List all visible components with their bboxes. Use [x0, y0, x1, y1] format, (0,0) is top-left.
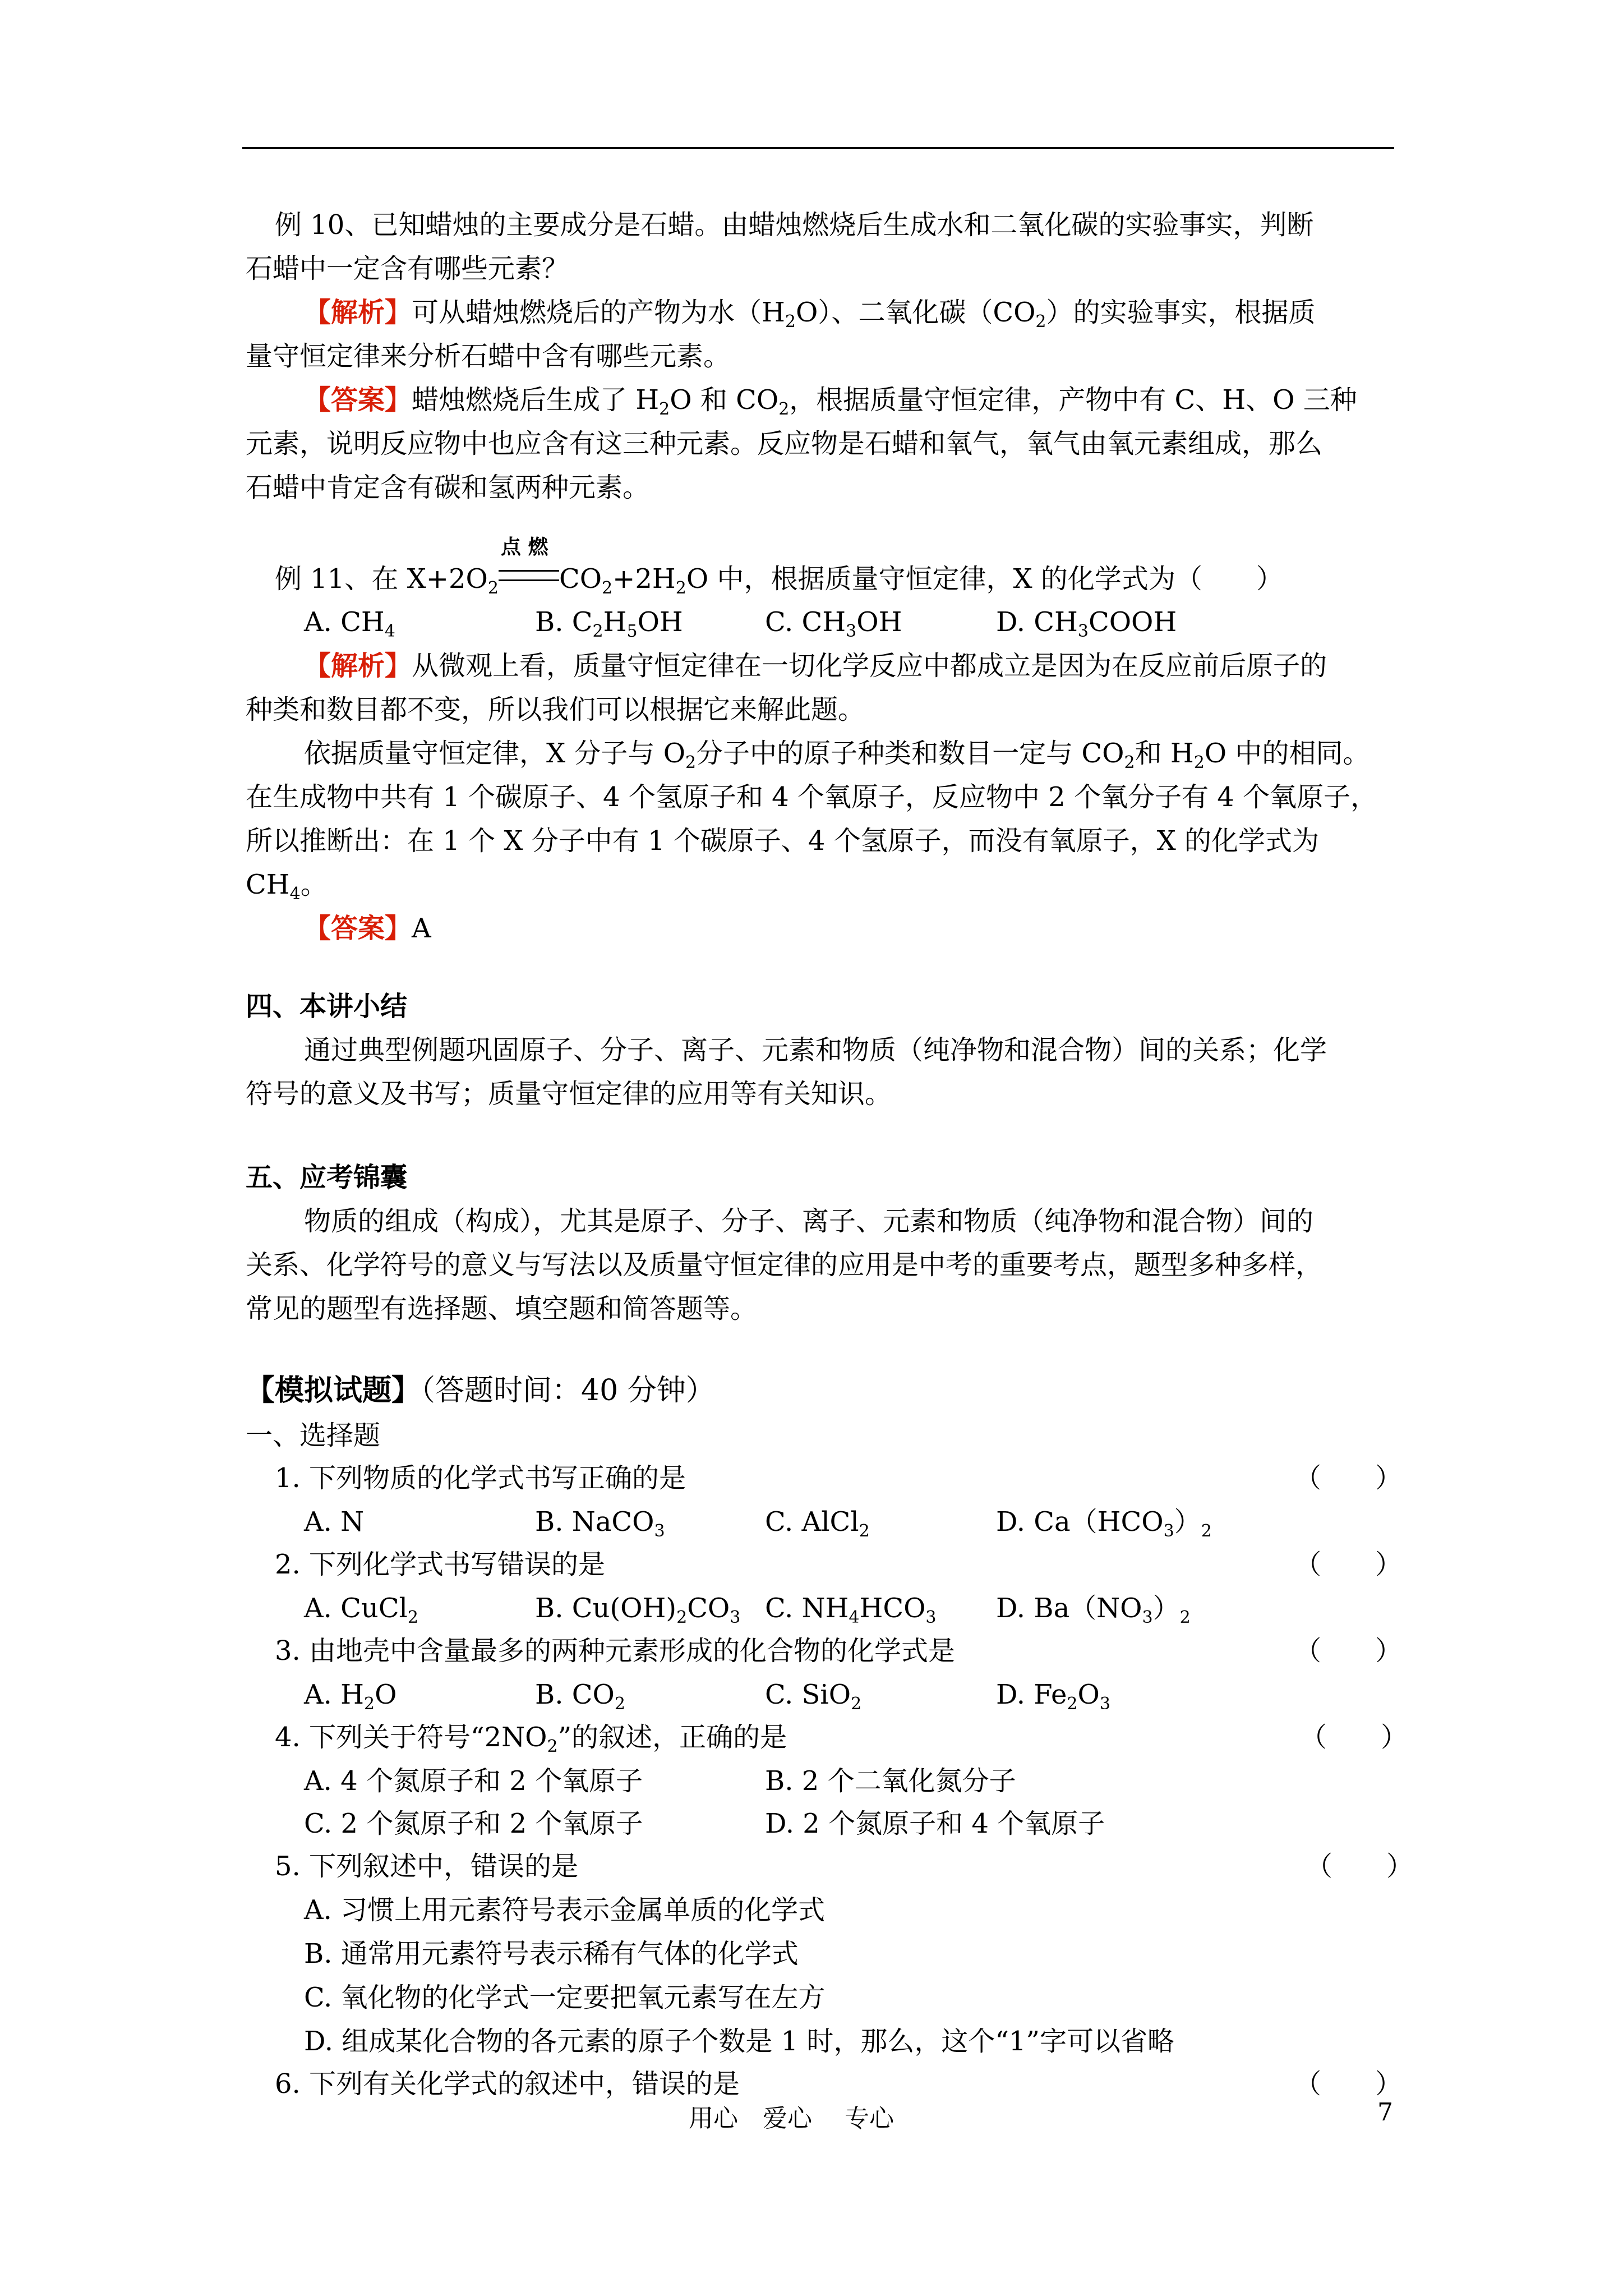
- header-rule: [242, 147, 1394, 149]
- section-5-line-2: 关系、化学符号的意义与写法以及质量守恒定律的应用是中考的重要考点，题型多种多样，: [246, 1249, 1323, 1281]
- q4-option-a: A. 4 个氮原子和 2 个氧原子: [304, 1765, 643, 1797]
- ex11-analysis-line-2: 种类和数目都不变，所以我们可以根据它来解此题。: [246, 694, 865, 725]
- ex11-option-a: A. $CH_4$: [304, 606, 395, 641]
- q4-stem: 4. 下列关于符号“$2NO_2$”的叙述，正确的是: [275, 1722, 787, 1756]
- q3-option-a: A. $H_2O$: [304, 1679, 397, 1714]
- q5-option-a: A. 习惯上用元素符号表示金属单质的化学式: [304, 1894, 826, 1926]
- q3-answer-blank: （ ）: [1294, 1635, 1403, 1667]
- analysis-label: 【解析】: [304, 650, 412, 682]
- q3-option-c: C. SiO$_2$: [765, 1679, 862, 1714]
- answer-label: 【答案】: [304, 384, 412, 416]
- q1-option-b: B. NaCO$_3$: [535, 1506, 665, 1541]
- section-5-line-3: 常见的题型有选择题、填空题和简答题等。: [246, 1293, 758, 1324]
- q2-option-b: B. $Cu(OH)_2CO_3$: [535, 1593, 741, 1627]
- q2-option-c: C. $NH_4HCO_3$: [765, 1593, 937, 1627]
- ex11-option-d: D. $CH_3COOH$: [996, 606, 1177, 641]
- q5-answer-blank: （ ）: [1306, 1851, 1414, 1882]
- q5-option-d: D. 组成某化合物的各元素的原子个数是 1 时，那么，这个“1”字可以省略: [304, 2026, 1174, 2057]
- section-5-title: 五、应考锦囊: [246, 1162, 408, 1193]
- ex10-answer-line-3: 石蜡中肯定含有碳和氢两种元素。: [246, 472, 650, 503]
- q4-option-b: B. 2 个二氧化氮分子: [765, 1765, 1016, 1797]
- ex10-answer-line-1: 【答案】蜡烛燃烧后生成了 $H_2O$ 和 $CO_2$，根据质量守恒定律，产物中有 C、H、O 三种: [304, 384, 1357, 419]
- section-4-line-2: 符号的意义及书写；质量守恒定律的应用等有关知识。: [246, 1078, 892, 1110]
- ex11-answer: 【答案】A: [304, 913, 431, 944]
- q4-option-c: C. 2 个氮原子和 2 个氧原子: [304, 1808, 643, 1839]
- q3-option-d: D. $Fe_2O_3$: [996, 1679, 1110, 1714]
- ex10-question-line-1: 例 10、已知蜡烛的主要成分是石蜡。由蜡烛燃烧后生成水和二氧化碳的实验事实，判断: [275, 209, 1314, 241]
- q2-option-a: A. CuCl$_2$: [304, 1593, 418, 1627]
- q6-stem: 6. 下列有关化学式的叙述中，错误的是: [275, 2068, 740, 2100]
- answer-label: 【答案】: [304, 913, 412, 944]
- q4-answer-blank: （ ）: [1300, 1722, 1408, 1753]
- ex10-answer-line-2: 元素，说明反应物中也应含有这三种元素。反应物是石蜡和氧气，氧气由氧元素组成，那么: [246, 428, 1323, 459]
- mock-test-heading: 【模拟试题】（答题时间：40 分钟）: [246, 1373, 715, 1407]
- q4-option-d: D. 2 个氮原子和 4 个氧原子: [765, 1808, 1105, 1839]
- q5-stem: 5. 下列叙述中，错误的是: [275, 1851, 579, 1882]
- q3-stem: 3. 由地壳中含量最多的两种元素形成的化合物的化学式是: [275, 1635, 956, 1667]
- q1-option-c: C. AlCl$_2$: [765, 1506, 870, 1541]
- section-5-line-1: 物质的组成（构成），尤其是原子、分子、离子、元素和物质（纯净物和混合物）间的: [304, 1205, 1314, 1237]
- choice-section-title: 一、选择题: [246, 1420, 381, 1451]
- ex11-analysis-line-1: 【解析】从微观上看，质量守恒定律在一切化学反应中都成立是因为在反应前后原子的: [304, 650, 1327, 682]
- q1-stem: 1. 下列物质的化学式书写正确的是: [275, 1462, 686, 1494]
- q6-answer-blank: （ ）: [1294, 2068, 1403, 2100]
- footer-motto: 用心 爱心 专心: [689, 2104, 894, 2133]
- q5-option-b: B. 通常用元素符号表示稀有气体的化学式: [304, 1938, 799, 1970]
- ex11-reasoning-line-3: 所以推断出：在 1 个 X 分子中有 1 个碳原子、4 个氢原子，而没有氧原子，X 的化学式为: [246, 825, 1320, 857]
- ex11-question: 例 11、在 $X+2O_2$ 点 燃 $CO_2+2H_2O$ 中，根据质量守恒定律，X 的化学式为（ ）: [275, 557, 1283, 601]
- ex10-question-line-2: 石蜡中一定含有哪些元素？: [246, 253, 569, 284]
- q3-option-b: B. $CO_2$: [535, 1679, 625, 1714]
- reaction-condition-arrow: 点 燃: [499, 557, 559, 601]
- section-4-title: 四、本讲小结: [246, 991, 408, 1022]
- q1-answer-blank: （ ）: [1294, 1462, 1403, 1494]
- ex11-reasoning-line-2: 在生成物中共有 1 个碳原子、4 个氢原子和 4 个氧原子，反应物中 2 个氧分子有 4 个氧原子，: [246, 781, 1378, 813]
- q5-option-c: C. 氧化物的化学式一定要把氧元素写在左方: [304, 1982, 826, 2013]
- ex10-analysis-line-2: 量守恒定律来分析石蜡中含有哪些元素。: [246, 341, 731, 372]
- section-4-line-1: 通过典型例题巩固原子、分子、离子、元素和物质（纯净物和混合物）间的关系；化学: [304, 1034, 1327, 1066]
- ex10-analysis-line-1: 【解析】可从蜡烛燃烧后的产物为水$(H_2O)$、二氧化碳$(CO_2)$的实验事实，根据质: [304, 297, 1316, 332]
- q1-option-d: D. $Ca(HCO_3)_2$: [996, 1506, 1212, 1541]
- ex11-reasoning-line-1: 依据质量守恒定律，X 分子与 $O_2$分子中的原子种类和数目一定与 $CO_2$和 $H_2O$ 中的相同。: [304, 738, 1370, 772]
- page-number: 7: [1377, 2098, 1393, 2127]
- analysis-label: 【解析】: [304, 297, 412, 328]
- ex11-reasoning-line-4: $CH_4$。: [246, 869, 328, 904]
- q2-stem: 2. 下列化学式书写错误的是: [275, 1549, 606, 1580]
- ex11-option-b: B. $C_2H_5OH$: [535, 606, 683, 641]
- ex11-option-c: C. $CH_3OH$: [765, 606, 902, 641]
- q1-option-a: A. N: [304, 1506, 365, 1538]
- q2-option-d: D. $Ba(NO_3)_2$: [996, 1593, 1191, 1627]
- q2-answer-blank: （ ）: [1294, 1549, 1403, 1580]
